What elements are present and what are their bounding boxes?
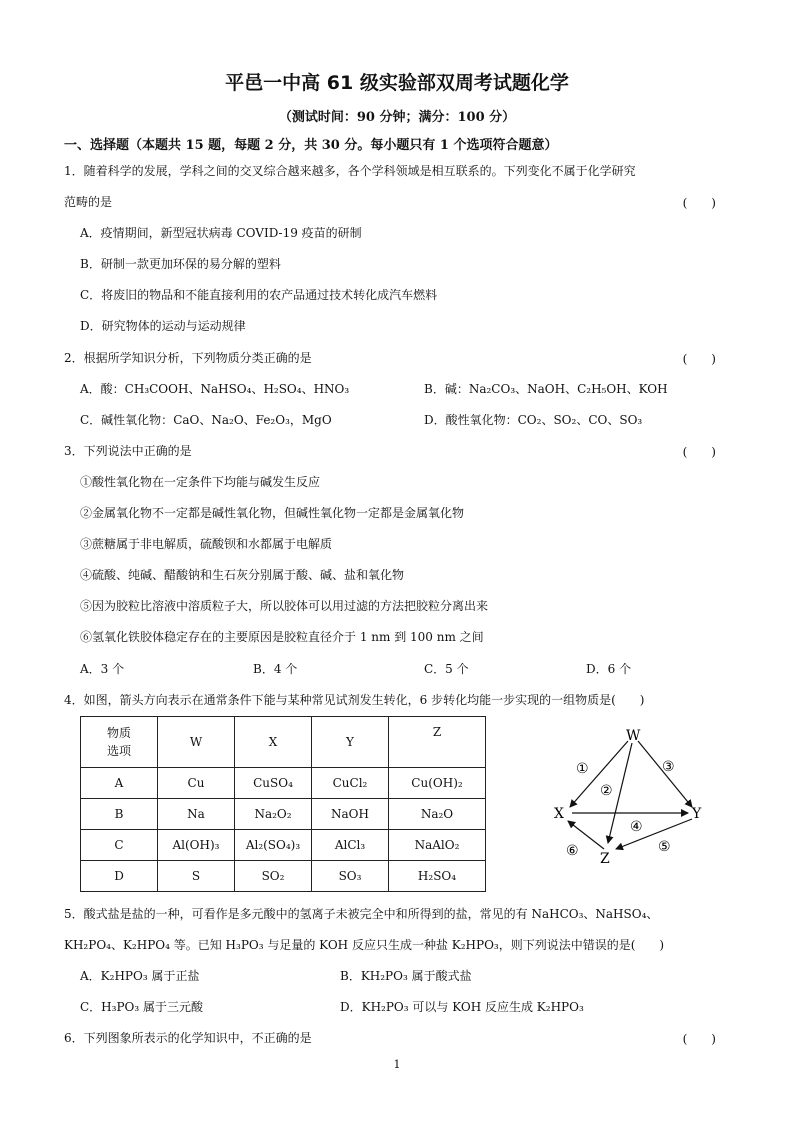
q6-stem: 6．下列图象所表示的化学知识中，不正确的是 <box>64 1031 312 1045</box>
column-header-z: Z <box>389 717 486 768</box>
table-cell: A <box>81 768 158 799</box>
q5-stem-line1: 5．酸式盐是盐的一种，可看作是多元酸中的氢离子未被完全中和所得到的盐，常见的有 NaHCO₃、NaHSO₄、 <box>64 907 659 921</box>
q2-option-b-prefix: B．碱： <box>424 382 469 396</box>
q1-stem-line1: 1．随着科学的发展，学科之间的交叉综合越来越多，各个学科领域是相互联系的。下列变化不属于化学研究 <box>64 164 636 178</box>
label-step-6: ⑥ <box>566 843 579 859</box>
q3-option-c: C．5 个 <box>424 662 469 676</box>
q2-option-c-prefix: C．碱性氧化物： <box>80 413 174 427</box>
q2-option-d-prefix: D．酸性氧化物： <box>424 413 518 427</box>
table-row <box>81 861 486 892</box>
table-cell: CuSO₄ <box>235 768 312 799</box>
q2-option-b-items: Na₂CO₃、NaOH、C₂H₅OH、KOH <box>468 382 668 396</box>
q5-option-a: A．K₂HPO₃ 属于正盐 <box>80 969 200 983</box>
q3-statement-4: ④硫酸、纯碱、醋酸钠和生石灰分别属于酸、碱、盐和氧化物 <box>80 568 405 582</box>
q1-option-c: C．将废旧的物品和不能直接利用的农产品通过技术转化成汽车燃料 <box>80 288 438 302</box>
table-row <box>81 799 486 830</box>
q2-option-b <box>424 381 668 397</box>
q3-stem: 3．下列说法中正确的是 <box>64 444 192 458</box>
label-step-3: ③ <box>662 759 675 775</box>
q4-conversion-diagram <box>550 727 720 872</box>
q1-option-a: A．疫情期间，新型冠状病毒 COVID-19 疫苗的研制 <box>80 226 362 240</box>
table-cell: SO₃ <box>312 861 389 892</box>
table-cell: Na <box>158 799 235 830</box>
column-header-w: W <box>158 717 235 768</box>
table-cell: Al(OH)₃ <box>158 830 235 861</box>
q2-stem: 2．根据所学知识分析，下列物质分类正确的是 <box>64 351 312 365</box>
table-row <box>81 768 486 799</box>
node-x: X <box>554 806 564 822</box>
table-cell: Na₂O <box>389 799 486 830</box>
table-cell: NaAlO₂ <box>389 830 486 861</box>
node-y: Y <box>692 806 702 822</box>
table-header-row <box>81 717 486 768</box>
table-cell: Cu <box>158 768 235 799</box>
q4-options-table <box>80 716 486 892</box>
table-cell: Al₂(SO₄)₃ <box>235 830 312 861</box>
page-title: 平邑一中高 61 级实验部双周考试题化学 <box>225 72 569 94</box>
q3-statement-2: ②金属氧化物不一定都是碱性氧化物，但碱性氧化物一定都是金属氧化物 <box>80 506 465 520</box>
column-header-y: Y <box>312 717 389 768</box>
q5-option-b: B．KH₂PO₃ 属于酸式盐 <box>340 969 472 983</box>
q2-option-a <box>80 381 349 397</box>
table-cell: Na₂O₂ <box>235 799 312 830</box>
table-cell: H₂SO₄ <box>389 861 486 892</box>
q3-statement-3: ③蔗糖属于非电解质，硫酸钡和水都属于电解质 <box>80 537 333 551</box>
q3-option-a: A．3 个 <box>80 662 125 676</box>
q1-option-b: B．研制一款更加环保的易分解的塑料 <box>80 257 281 271</box>
header-line-2: 选项 <box>106 744 131 758</box>
node-w: W <box>626 728 641 744</box>
q2-option-c-items: CaO、Na₂O、Fe₂O₃，MgO <box>173 413 332 427</box>
section-heading: 一、选择题（本题共 15 题，每题 2 分，共 30 分。每小题只有 1 个选项符合题意） <box>64 138 558 153</box>
q6-answer-blank: ( ) <box>682 1032 716 1046</box>
label-step-4: ④ <box>630 819 643 835</box>
exam-info: （测试时间：90 分钟；满分：100 分） <box>278 110 516 125</box>
q1-answer-blank: ( ) <box>682 196 716 210</box>
column-header-x: X <box>235 717 312 768</box>
q5-option-c: C．H₃PO₃ 属于三元酸 <box>80 1000 203 1014</box>
table-row <box>81 830 486 861</box>
label-step-2: ② <box>600 783 613 799</box>
q2-option-d-items: CO₂、SO₂、CO、SO₃ <box>517 413 643 427</box>
q5-stem-line2: KH₂PO₄、K₂HPO₄ 等。已知 H₃PO₃ 与足量的 KOH 反应只生成一种盐 K₂HPO₃，则下列说法中错误的是( ) <box>64 938 665 952</box>
table-cell: SO₂ <box>235 861 312 892</box>
label-step-1: ① <box>576 761 589 777</box>
q1-stem-line2: 范畴的是 <box>64 195 113 209</box>
table-cell: D <box>81 861 158 892</box>
page-number: 1 <box>393 1058 401 1071</box>
arrow-y-to-z <box>616 819 692 849</box>
q4-stem: 4．如图，箭头方向表示在通常条件下能与某种常见试剂发生转化，6 步转化均能一步实现的一组物质是( ) <box>64 693 645 707</box>
q5-option-d: D．KH₂PO₃ 可以与 KOH 反应生成 K₂HPO₃ <box>340 1000 584 1014</box>
table-cell: S <box>158 861 235 892</box>
q3-option-b: B．4 个 <box>253 662 298 676</box>
q2-option-a-items: CH₃COOH、NaHSO₄、H₂SO₄、HNO₃ <box>124 382 350 396</box>
table-cell: Cu(OH)₂ <box>389 768 486 799</box>
q2-option-c <box>80 412 332 428</box>
q3-answer-blank: ( ) <box>682 445 716 459</box>
q2-answer-blank: ( ) <box>682 352 716 366</box>
q3-statement-1: ①酸性氧化物在一定条件下均能与碱发生反应 <box>80 475 321 489</box>
q3-statement-6: ⑥氢氧化铁胶体稳定存在的主要原因是胶粒直径介于 1 nm 到 100 nm 之间 <box>80 630 484 644</box>
label-step-5: ⑤ <box>658 839 671 855</box>
q3-statement-5: ⑤因为胶粒比溶液中溶质粒子大，所以胶体可以用过滤的方法把胶粒分离出来 <box>80 599 489 613</box>
table-cell: CuCl₂ <box>312 768 389 799</box>
table-cell: AlCl₃ <box>312 830 389 861</box>
table-cell: B <box>81 799 158 830</box>
header-line-1: 物质 <box>106 726 131 740</box>
node-z: Z <box>600 851 610 867</box>
q2-option-d <box>424 412 642 428</box>
table-cell: C <box>81 830 158 861</box>
table-header-cell <box>81 717 158 768</box>
q2-option-a-prefix: A．酸： <box>80 382 125 396</box>
q3-option-d: D．6 个 <box>586 662 632 676</box>
q1-option-d: D．研究物体的运动与运动规律 <box>80 319 246 333</box>
table-cell: NaOH <box>312 799 389 830</box>
